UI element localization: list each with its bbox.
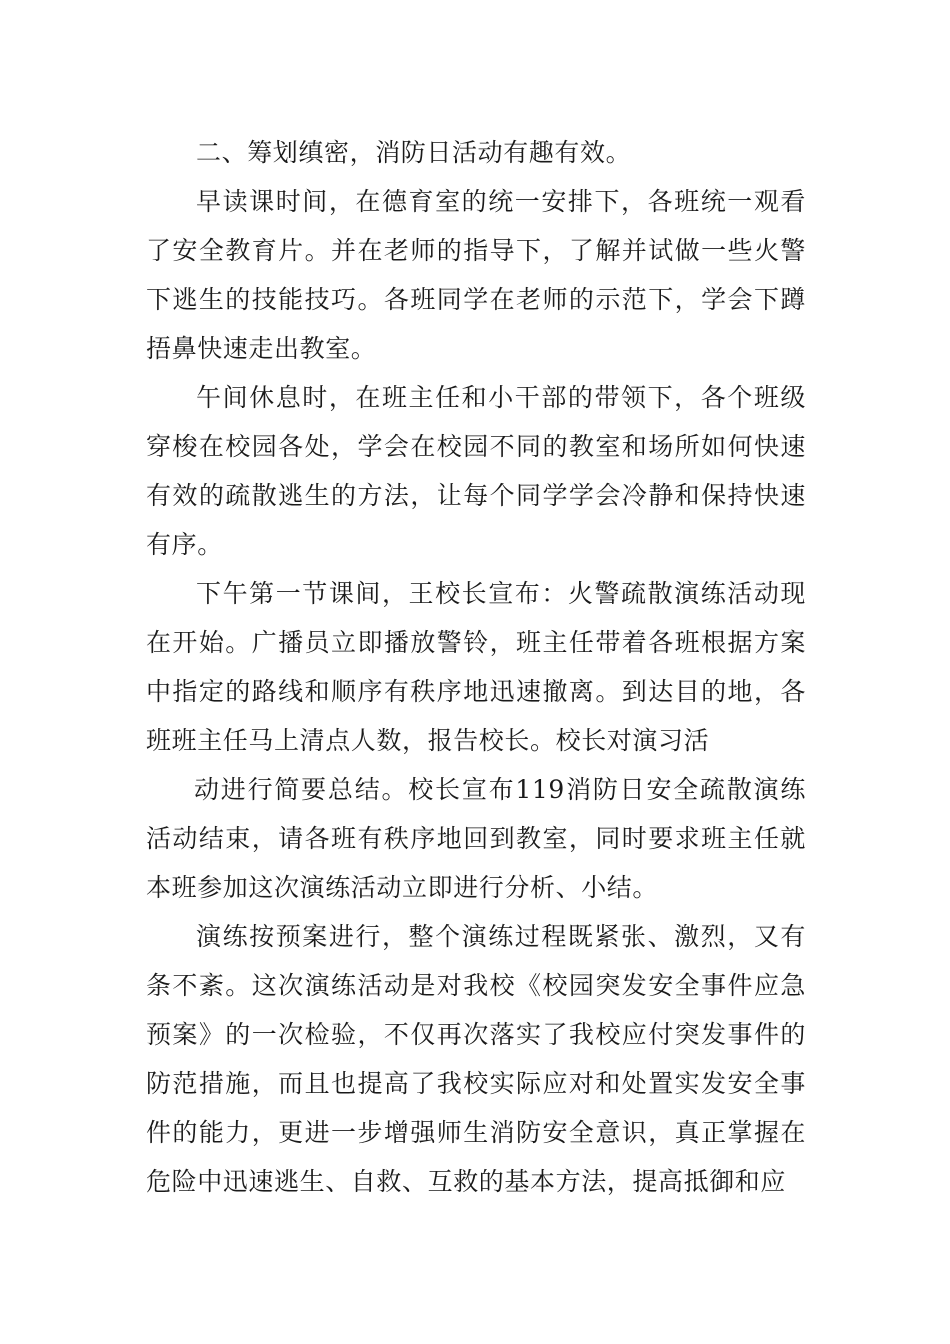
paragraph-afternoon-drill: 下午第一节课间，王校长宣布：火警疏散演练活动现在开始。广播员立即播放警铃，班主任带着各班根据方案中指定的路线和顺序有秩序地迅速撤离。到达目的地，各班班主任马上清点人数，报告校长。校长对演习活	[146, 579, 806, 755]
paragraph-drill-evaluation: 演练按预案进行，整个演练过程既紧张、激烈，又有条不紊。这次演练活动是对我校《校园突发安全事件应急预案》的一次检验，不仅再次落实了我校应付突发事件的防范措施，而且也提高了我校实际应对和处置实发安全事件的能力，更进一步增强师生消防安全意识，真正掌握在危险中迅速逃生、自救、互救的基本方法，提高抵御和应	[146, 922, 806, 1196]
document-body	[146, 128, 806, 1206]
paragraph-drill-summary: 动进行简要总结。校长宣布119消防日安全疏散演练活动结束，请各班有秩序地回到教室，同时要求班主任就本班参加这次演练活动立即进行分析、小结。	[146, 775, 806, 902]
paragraph-noon-break: 午间休息时，在班主任和小干部的带领下，各个班级穿梭在校园各处，学会在校园不同的教室和场所如何快速有效的疏散逃生的方法，让每个同学学会冷静和保持快速有序。	[146, 383, 806, 559]
paragraph-morning-reading: 早读课时间，在德育室的统一安排下，各班统一观看了安全教育片。并在老师的指导下，了解并试做一些火警下逃生的技能技巧。各班同学在老师的示范下，学会下蹲捂鼻快速走出教室。	[146, 187, 806, 363]
section-heading: 二、筹划缜密，消防日活动有趣有效。	[196, 138, 632, 167]
